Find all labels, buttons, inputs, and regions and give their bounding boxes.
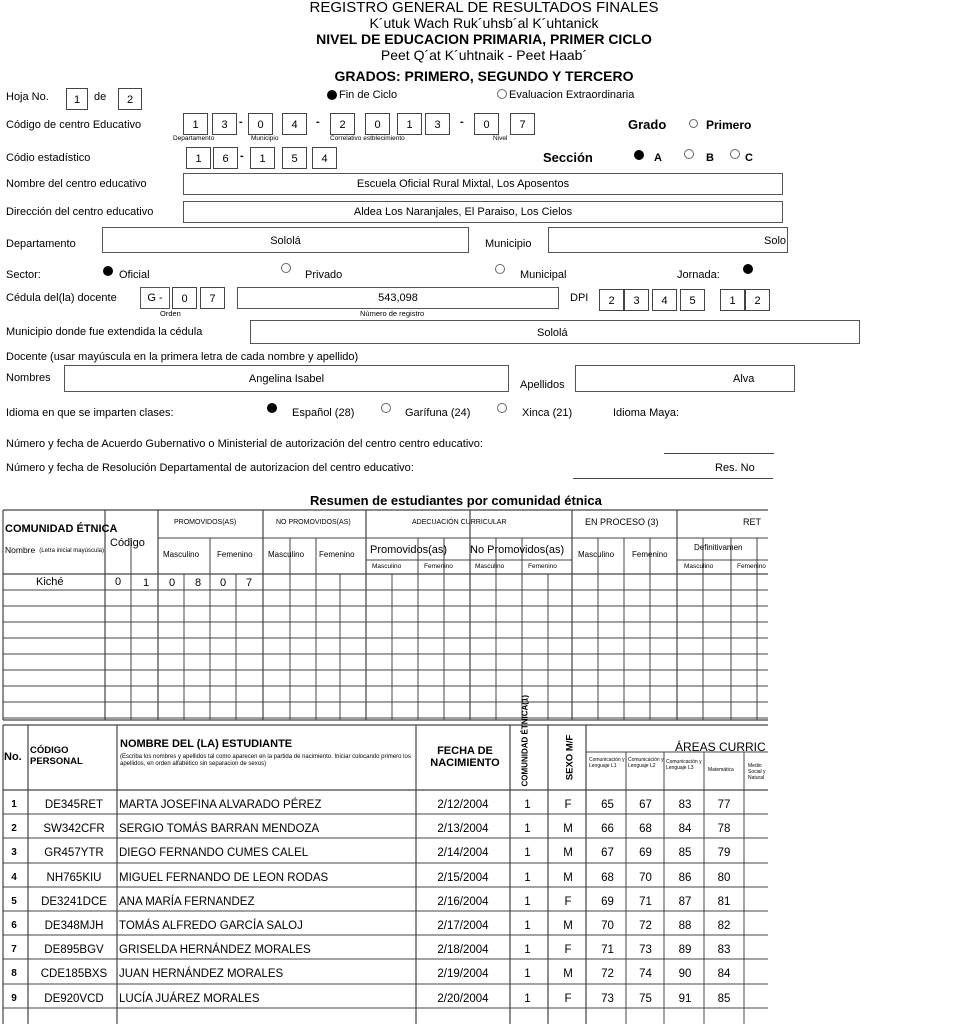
dash: - xyxy=(240,150,244,162)
adec-prom-fem: Femenino xyxy=(424,563,453,570)
st-nombre-header: NOMBRE DEL (LA) ESTUDIANTE xyxy=(120,738,293,750)
title-line-5: GRADOS: PRIMERO, SEGUNDO Y TERCERO xyxy=(334,68,634,84)
cedula-letter-value: G xyxy=(147,292,156,304)
student-nota-4: 82 xyxy=(717,920,731,932)
student-codigo: CDE185BXS xyxy=(40,968,108,980)
student-nota-1: 71 xyxy=(601,944,614,956)
table-row[interactable] xyxy=(0,938,768,962)
municipio-value: Solo xyxy=(764,235,787,247)
title-line-2: K´utuk Wach Ruk´uhsb´al K´uhtanick xyxy=(369,15,599,31)
student-sexo: F xyxy=(564,896,572,908)
resumen-adecuacion: ADECUACIÓN CURRICULAR xyxy=(412,519,507,526)
student-nota-1: 67 xyxy=(601,847,614,859)
student-nota-4: 85 xyxy=(717,993,731,1005)
student-nota-2: 73 xyxy=(639,944,652,956)
fin-ciclo-label: Fin de Ciclo xyxy=(339,89,398,101)
student-comunidad: 1 xyxy=(524,944,531,956)
table-row[interactable] xyxy=(0,841,768,865)
nombres-label: Nombres xyxy=(6,372,51,384)
student-nota-1: 72 xyxy=(601,968,614,980)
st-area1: Comunicación y Lenguaje L1 xyxy=(589,757,625,769)
caption-departamento: Departamento xyxy=(173,135,215,142)
cedula-orden-caption: Orden xyxy=(160,309,181,318)
direccion-centro-label: Dirección del centro educativo xyxy=(6,206,154,218)
adec-noprom-fem: Femenino xyxy=(528,563,557,570)
resumen-promovidos: PROMOVIDOS(AS) xyxy=(174,519,237,526)
dpi-digit[interactable]: 4 xyxy=(652,289,677,311)
student-nota-3: 90 xyxy=(678,968,692,980)
prom-masc: Masculino xyxy=(163,550,200,559)
st-comunidad-header: COMUNIDAD ÉTNICA(1) xyxy=(520,694,530,787)
student-fecha: 2/14/2004 xyxy=(437,847,489,859)
ret-masc: Masculino xyxy=(684,563,714,570)
st-area3: Comunicación y Lenguaje L3 xyxy=(666,759,702,771)
student-nombre: TOMÁS ALFREDO GARCÍA SALOJ xyxy=(119,920,303,932)
student-codigo: DE895BGV xyxy=(44,944,104,956)
st-area2: Comunicación y Lenguaje L2 xyxy=(628,757,664,769)
student-nota-3: 89 xyxy=(678,944,692,956)
student-codigo: SW342CFR xyxy=(43,823,105,835)
student-fecha: 2/18/2004 xyxy=(437,944,489,956)
student-codigo: DE345RET xyxy=(44,799,104,811)
codigo-digit[interactable]: 0 xyxy=(474,113,499,135)
cedula-registro-field[interactable]: 543,098 xyxy=(237,287,559,309)
codigo-centro-label: Código de centro Educativo xyxy=(6,119,142,131)
noprom-masc: Masculino xyxy=(268,550,305,559)
eval-extra-radio[interactable] xyxy=(497,89,507,99)
student-nota-2: 72 xyxy=(639,920,652,932)
student-nombre: MARTA JOSEFINA ALVARADO PÉREZ xyxy=(119,799,322,811)
resumen-row1-prom: 0 xyxy=(169,577,176,589)
student-nota-2: 71 xyxy=(639,896,652,908)
hoja-label: Hoja No. xyxy=(6,91,49,103)
codigo-digit[interactable]: 1 xyxy=(183,113,208,135)
student-comunidad: 1 xyxy=(524,872,531,884)
estadistico-digit[interactable]: 6 xyxy=(213,147,238,169)
hoja-total[interactable]: 2 xyxy=(118,88,142,110)
resumen-row1-prom: 0 xyxy=(220,577,227,589)
dash: - xyxy=(316,116,320,128)
resumen-row1-prom: 7 xyxy=(246,577,253,589)
student-fecha: 2/20/2004 xyxy=(437,993,489,1005)
title-line-1: REGISTRO GENERAL DE RESULTADOS FINALES xyxy=(309,0,659,16)
cedula-dash: - xyxy=(158,292,163,304)
sector-municipal-radio[interactable] xyxy=(495,264,505,274)
noprom-fem: Femenino xyxy=(319,550,355,559)
departamento-field[interactable]: Sololá xyxy=(102,227,469,253)
student-no: 6 xyxy=(11,920,17,931)
seccion-a-radio[interactable] xyxy=(634,150,644,160)
student-nota-1: 65 xyxy=(601,799,614,811)
codigo-digit[interactable]: 4 xyxy=(282,113,307,135)
student-comunidad: 1 xyxy=(524,920,531,932)
codigo-digit[interactable]: 1 xyxy=(397,113,422,135)
student-fecha: 2/12/2004 xyxy=(437,799,489,811)
cedula-digit[interactable]: 7 xyxy=(200,287,225,309)
student-no: 2 xyxy=(11,823,17,834)
sector-oficial-radio[interactable] xyxy=(103,266,113,276)
seccion-c-label: C xyxy=(745,152,753,164)
nombre-centro-label: Nombre del centro educativo xyxy=(6,178,147,190)
estadistico-digit[interactable]: 1 xyxy=(186,147,211,169)
resumen-row1-nombre: Kiché xyxy=(36,576,64,588)
apellidos-field[interactable] xyxy=(575,365,795,392)
table-row[interactable] xyxy=(0,890,768,914)
st-codigo-header: CÓDIGO PERSONAL xyxy=(30,745,83,767)
grado-primero-label: Primero xyxy=(706,118,752,132)
acuerdo-line[interactable] xyxy=(664,453,774,454)
student-codigo: DE3241DCE xyxy=(41,896,107,908)
grado-primero-radio[interactable] xyxy=(689,119,698,128)
st-area4: Matemática xyxy=(708,767,734,773)
jornada-radio[interactable] xyxy=(743,264,753,274)
student-codigo: GR457YTR xyxy=(44,847,104,859)
nombre-centro-field[interactable]: Escuela Oficial Rural Mixtal, Los Aposentos xyxy=(183,173,783,195)
student-sexo: F xyxy=(564,799,572,811)
idioma-garifuna-label: Garífuna (24) xyxy=(405,407,471,419)
student-nombre: JUAN HERNÁNDEZ MORALES xyxy=(119,968,284,980)
student-nombre: GRISELDA HERNÁNDEZ MORALES xyxy=(119,944,311,956)
student-sexo: F xyxy=(564,944,572,956)
student-nota-4: 84 xyxy=(717,968,731,980)
resumen-no-promovidos: NO PROMOVIDOS(AS) xyxy=(276,519,351,526)
student-nota-4: 81 xyxy=(717,896,731,908)
student-no: 1 xyxy=(11,799,17,810)
student-nota-4: 80 xyxy=(717,872,731,884)
resumen-row1-prom: 8 xyxy=(195,577,202,589)
idioma-garifuna-radio[interactable] xyxy=(381,403,391,413)
seccion-label: Sección xyxy=(543,150,593,165)
student-comunidad: 1 xyxy=(524,799,531,811)
st-area5: Medio Social y Natural xyxy=(748,763,766,781)
student-nota-2: 68 xyxy=(639,823,652,835)
caption-nivel: Nivel xyxy=(493,135,508,142)
resumen-definitiva: Definitivamen xyxy=(694,543,743,552)
departamento-label: Departamento xyxy=(6,238,76,250)
caption-municipio: Municipio xyxy=(251,135,279,142)
student-nota-3: 88 xyxy=(678,920,692,932)
table-row[interactable] xyxy=(0,914,768,938)
resumen-nombre-note: (Letra inicial mayúscula) xyxy=(39,548,104,554)
cedula-registro-caption: Número de registro xyxy=(360,309,425,318)
dash: - xyxy=(460,116,464,128)
caption-correlativo: Correlativo estblecimiento xyxy=(330,135,405,142)
hoja-num[interactable]: 1 xyxy=(66,88,88,110)
resolucion-label: Número y fecha de Resolución Departamental de autorizacion del centro educativo: xyxy=(6,462,414,474)
resumen-row1-cod: 1 xyxy=(143,577,150,589)
dpi-digit[interactable]: 5 xyxy=(680,289,705,311)
nombres-field[interactable]: Angelina Isabel xyxy=(64,365,509,392)
adec-noprom-masc: Masculino xyxy=(475,563,505,570)
sector-municipal-label: Municipal xyxy=(520,269,567,281)
codigo-digit[interactable]: 7 xyxy=(510,113,535,135)
table-row[interactable] xyxy=(0,866,768,890)
resumen-row1-cod: 0 xyxy=(115,576,122,588)
student-nombre: DIEGO FERNANDO CUMES CALEL xyxy=(119,847,309,859)
apellidos-value: Alva xyxy=(733,373,755,385)
resumen-nombre: Nombre xyxy=(5,545,36,555)
codigo-digit[interactable]: 3 xyxy=(212,113,237,135)
dpi-label: DPI xyxy=(570,292,589,304)
student-no: 3 xyxy=(11,847,17,858)
seccion-a-label: A xyxy=(654,152,662,164)
idioma-label: Idioma en que se imparten clases: xyxy=(6,407,174,419)
student-codigo: NH765KIU xyxy=(46,872,102,884)
resumen-no-promovidos2: No Promovidos(as) xyxy=(470,544,565,556)
hoja-de: de xyxy=(94,91,107,103)
student-nota-4: 77 xyxy=(717,799,731,811)
estadistico-digit[interactable]: 4 xyxy=(312,147,337,169)
student-sexo: M xyxy=(563,968,573,980)
student-no: 4 xyxy=(11,872,17,883)
cedula-letter[interactable] xyxy=(140,287,170,309)
adec-prom-masc: Masculino xyxy=(372,563,402,570)
st-areas-header: ÁREAS CURRIC xyxy=(675,740,766,754)
dpi-digit[interactable]: 2 xyxy=(599,289,624,311)
cedula-label: Cédula del(la) docente xyxy=(6,292,117,304)
dpi-digit[interactable]: 3 xyxy=(624,289,649,311)
student-sexo: M xyxy=(563,872,573,884)
resumen-comunidad: COMUNIDAD ÉTNICA xyxy=(5,523,118,535)
student-nota-3: 86 xyxy=(678,872,692,884)
codigo-digit[interactable]: 3 xyxy=(425,113,450,135)
proc-fem: Femenino xyxy=(632,550,668,559)
student-nota-4: 83 xyxy=(717,944,731,956)
student-nota-3: 84 xyxy=(678,823,692,835)
dpi-digit[interactable]: 1 xyxy=(720,289,745,311)
student-nota-1: 73 xyxy=(601,993,614,1005)
table-row[interactable] xyxy=(0,962,768,986)
student-fecha: 2/13/2004 xyxy=(437,823,489,835)
municipio-label: Municipio xyxy=(485,238,532,250)
table-row[interactable] xyxy=(0,793,768,817)
student-nota-4: 79 xyxy=(717,847,731,859)
eval-extra-label: Evaluacion Extraordinaria xyxy=(509,89,635,101)
jornada-label: Jornada: xyxy=(677,269,720,281)
student-nota-4: 78 xyxy=(717,823,731,835)
student-fecha: 2/15/2004 xyxy=(437,872,489,884)
codigo-digit[interactable]: 0 xyxy=(365,113,390,135)
table-row[interactable] xyxy=(0,987,768,1011)
resumen-codigo: Código xyxy=(110,537,145,549)
seccion-c-radio[interactable] xyxy=(730,149,740,159)
idioma-espanol-label: Español (28) xyxy=(292,407,355,419)
fin-ciclo-radio[interactable] xyxy=(327,90,337,100)
student-nombre: SERGIO TOMÁS BARRAN MENDOZA xyxy=(119,823,320,835)
idioma-espanol-radio[interactable] xyxy=(267,403,277,413)
student-nota-1: 70 xyxy=(601,920,614,932)
codigo-estadistico-label: Códio estadístico xyxy=(6,152,91,164)
sector-label: Sector: xyxy=(6,269,41,281)
estadistico-digit[interactable]: 5 xyxy=(282,147,307,169)
seccion-b-label: B xyxy=(706,152,714,164)
student-no: 5 xyxy=(11,896,17,907)
codigo-digit[interactable]: 0 xyxy=(248,113,273,135)
student-comunidad: 1 xyxy=(524,993,531,1005)
student-sexo: M xyxy=(563,823,573,835)
proc-masc: Masculino xyxy=(578,550,615,559)
student-nota-3: 83 xyxy=(678,799,692,811)
sector-oficial-label: Oficial xyxy=(119,269,150,281)
student-comunidad: 1 xyxy=(524,847,531,859)
student-fecha: 2/16/2004 xyxy=(437,896,489,908)
student-nombre: LUCÍA JUÁREZ MORALES xyxy=(119,993,260,1005)
student-nota-3: 85 xyxy=(678,847,692,859)
seccion-b-radio[interactable] xyxy=(684,149,694,159)
resolucion-value[interactable]: Res. No xyxy=(715,462,755,474)
dash: - xyxy=(239,116,243,128)
st-no-header: No. xyxy=(4,751,22,763)
cedula-digit[interactable]: 0 xyxy=(172,287,197,309)
resumen-ret: RET xyxy=(743,517,761,527)
student-no: 7 xyxy=(11,944,17,955)
title-line-3: NIVEL DE EDUCACION PRIMARIA, PRIMER CICLO xyxy=(316,31,652,47)
student-no: 9 xyxy=(11,993,17,1004)
mun-cedula-field[interactable]: Sololá xyxy=(250,320,860,344)
grado-label: Grado xyxy=(628,117,667,132)
student-no: 8 xyxy=(11,968,17,979)
acuerdo-label: Número y fecha de Acuerdo Gubernativo o Ministerial de autorización del centro centro educativo: xyxy=(6,438,483,450)
student-nota-3: 87 xyxy=(678,896,692,908)
student-nota-1: 68 xyxy=(601,872,614,884)
student-nota-2: 74 xyxy=(639,968,652,980)
student-nota-2: 75 xyxy=(639,993,652,1005)
sector-privado-radio[interactable] xyxy=(281,263,291,273)
title-line-4: Peet Q´at K´uhtnaik - Peet Haab´ xyxy=(380,47,588,63)
municipio-field[interactable] xyxy=(548,227,788,253)
mun-cedula-label: Municipio donde fue extendida la cédula xyxy=(6,326,203,338)
student-nota-3: 91 xyxy=(678,993,692,1005)
st-fecha-header: FECHA DE NACIMIENTO xyxy=(430,745,500,769)
apellidos-label: Apellidos xyxy=(520,379,565,391)
codigo-digit[interactable]: 2 xyxy=(330,113,355,135)
student-comunidad: 1 xyxy=(524,823,531,835)
student-comunidad: 1 xyxy=(524,968,531,980)
docente-label: Docente (usar mayúscula en la primera letra de cada nombre y apellido) xyxy=(6,351,359,363)
idioma-xinca-label: Xinca (21) xyxy=(522,407,573,419)
estadistico-digit[interactable]: 1 xyxy=(250,147,275,169)
idioma-maya-label: Idioma Maya: xyxy=(613,407,680,419)
student-nota-1: 69 xyxy=(601,896,614,908)
resumen-promovidos2: Promovidos(as) xyxy=(370,544,448,556)
student-nombre: ANA MARÍA FERNANDEZ xyxy=(119,896,255,908)
student-nota-2: 70 xyxy=(639,872,652,884)
student-sexo: M xyxy=(563,847,573,859)
direccion-centro-field[interactable]: Aldea Los Naranjales, El Paraiso, Los Cielos xyxy=(183,201,783,223)
resumen-title: Resumen de estudiantes por comunidad étnica xyxy=(310,493,602,508)
dpi-digit[interactable]: 2 xyxy=(745,289,770,311)
student-fecha: 2/17/2004 xyxy=(437,920,489,932)
student-sexo: M xyxy=(563,920,573,932)
ret-fem: Femenino xyxy=(737,563,766,570)
student-codigo: DE920VCD xyxy=(44,993,104,1005)
resolucion-line xyxy=(573,478,773,479)
student-nota-2: 69 xyxy=(639,847,652,859)
st-sexo-header: SEXO M/F xyxy=(564,734,576,781)
sector-privado-label: Privado xyxy=(305,269,343,281)
prom-fem: Femenino xyxy=(217,550,253,559)
student-nombre: MIGUEL FERNANDO DE LEON RODAS xyxy=(119,872,329,884)
student-fecha: 2/19/2004 xyxy=(437,968,489,980)
idioma-xinca-radio[interactable] xyxy=(497,403,507,413)
student-codigo: DE348MJH xyxy=(44,920,104,932)
student-comunidad: 1 xyxy=(524,896,531,908)
resumen-en-proceso: EN PROCESO (3) xyxy=(585,517,659,527)
table-row[interactable] xyxy=(0,817,768,841)
student-nota-1: 66 xyxy=(601,823,614,835)
student-nota-2: 67 xyxy=(639,799,652,811)
student-sexo: F xyxy=(564,993,572,1005)
st-nombre-note: (Escriba los nombres y apellidos tal como aparecen en la partida de nacimiento. Iniciar colocando primero los apellidos, en orden alfabético sin separacion de sexos) xyxy=(120,754,411,767)
